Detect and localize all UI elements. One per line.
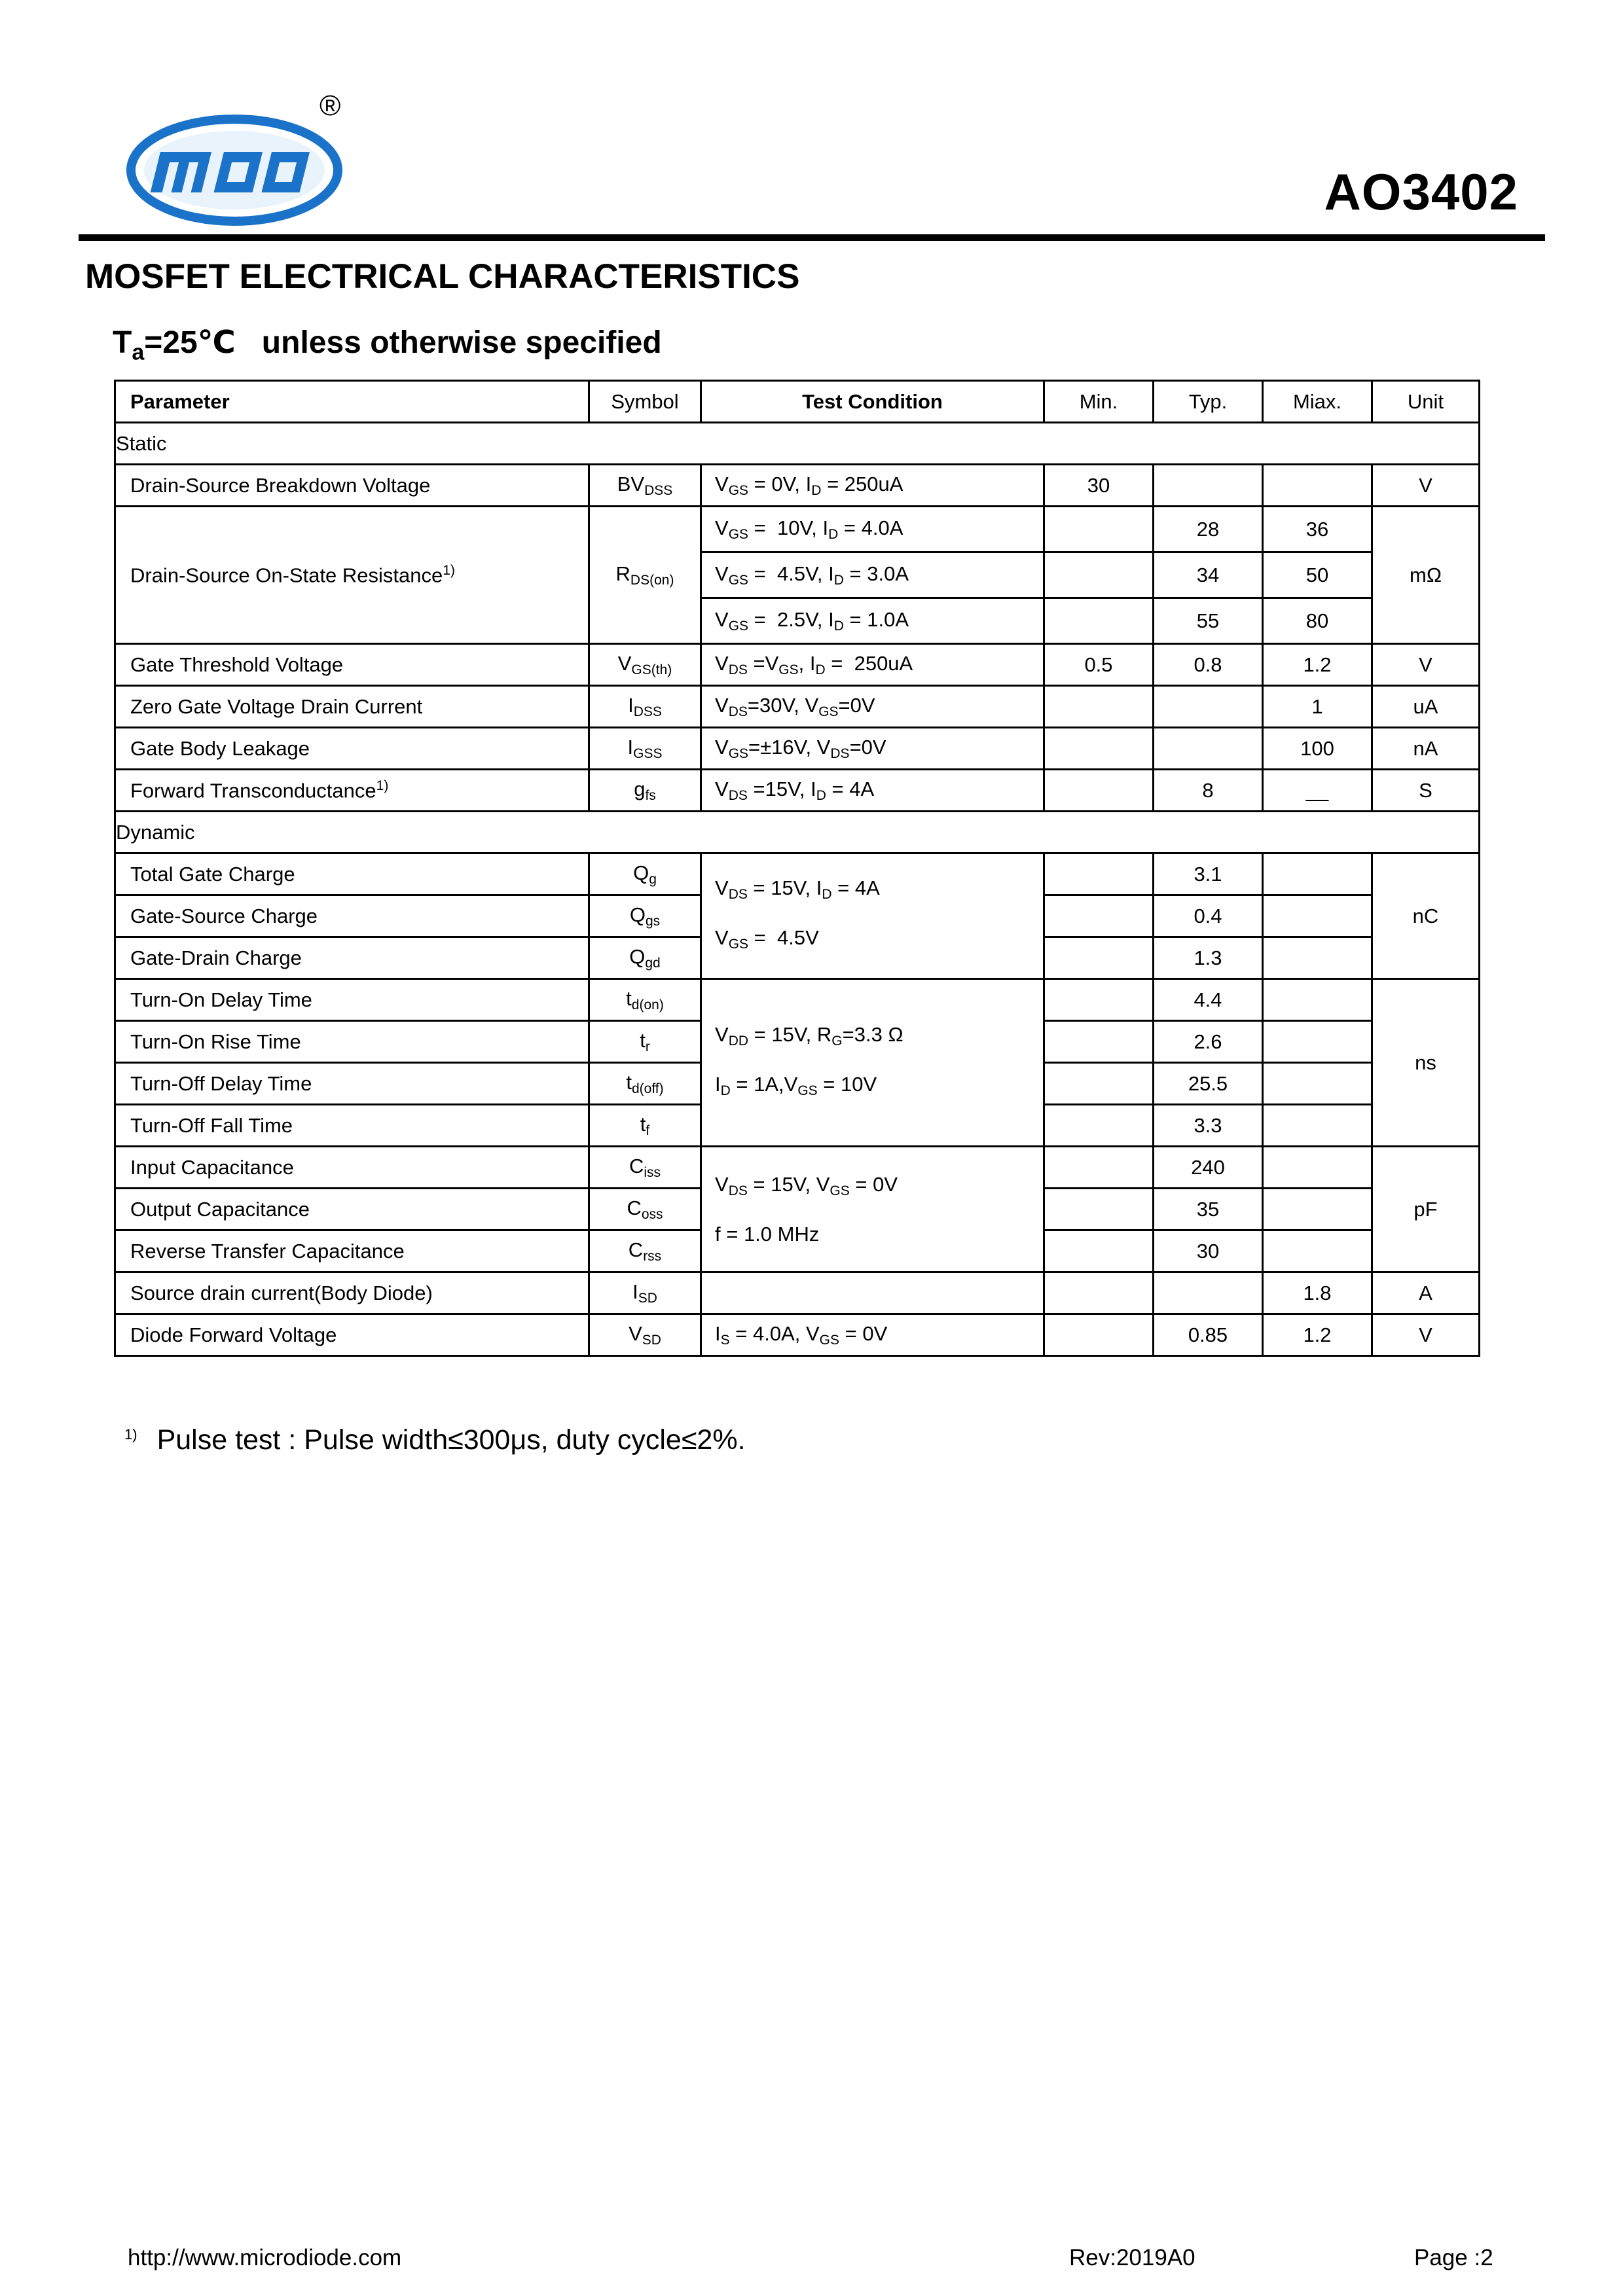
- max-cell: 1.8: [1263, 1272, 1372, 1314]
- param-cell: Zero Gate Voltage Drain Current: [115, 686, 589, 728]
- unit-cell: V: [1372, 465, 1480, 507]
- header-test-condition: Test Condition: [701, 381, 1044, 423]
- table-row: [115, 507, 1480, 552]
- symbol-cell: $BV_{DSS}$: [589, 465, 701, 507]
- section-static: Static: [115, 423, 1480, 465]
- typ-cell: 240: [1154, 1147, 1263, 1189]
- condition-cell: $V_{DD} = 15V$, $R_G=3.3$ Ω $I_D = 1A,V_{GS} = 10V$: [701, 979, 1044, 1147]
- condition-cell: $V_{DS} =V_{GS}$, $I_D = 250uA$: [701, 644, 1044, 686]
- symbol-cell: $t_f$: [589, 1105, 701, 1147]
- condition-cell: $I_S = 4.0A$, $V_{GS} = 0V$: [701, 1314, 1044, 1356]
- part-number: AO3402: [1324, 163, 1518, 221]
- header-symbol: Symbol: [589, 381, 701, 423]
- typ-cell: 28: [1154, 507, 1263, 552]
- param-cell: Diode Forward Voltage: [115, 1314, 589, 1356]
- unit-cell: uA: [1372, 686, 1480, 728]
- max-cell: 36: [1263, 507, 1372, 552]
- table-row: [115, 1314, 1480, 1356]
- characteristics-table: [114, 380, 1480, 1357]
- symbol-cell: $I_{GSS}$: [589, 728, 701, 770]
- table-header-row: [115, 381, 1480, 423]
- max-cell: 50: [1263, 552, 1372, 598]
- symbol-cell: $V_{SD}$: [589, 1314, 701, 1356]
- table-row: [115, 770, 1480, 812]
- typ-cell: 4.4: [1154, 979, 1263, 1021]
- unit-cell: nA: [1372, 728, 1480, 770]
- unit-cell: A: [1372, 1272, 1480, 1314]
- header-rule: [79, 234, 1545, 241]
- condition-cell: $V_{GS} = 4.5V$, $I_D = 3.0A$: [701, 552, 1044, 598]
- typ-cell: 8: [1154, 770, 1263, 812]
- param-cell: Gate Threshold Voltage: [115, 644, 589, 686]
- param-cell: Gate-Source Charge: [115, 895, 589, 937]
- unit-cell: nC: [1372, 853, 1480, 979]
- condition-cell: $V_{DS} = 15V$, $I_D = 4A$ $V_{GS} = 4.5V$: [701, 853, 1044, 979]
- footer-page-number: Page :2: [1414, 2245, 1493, 2270]
- header-max: Miax.: [1263, 381, 1372, 423]
- section-row: [115, 423, 1480, 465]
- section-row: [115, 812, 1480, 853]
- typ-cell: 3.3: [1154, 1105, 1263, 1147]
- max-cell: 1: [1263, 686, 1372, 728]
- param-cell: Source drain current(Body Diode): [115, 1272, 589, 1314]
- max-cell: 80: [1263, 598, 1372, 644]
- param-cell: Gate Body Leakage: [115, 728, 589, 770]
- symbol-cell: $I_{SD}$: [589, 1272, 701, 1314]
- footnote: [124, 1424, 746, 1456]
- symbol-cell: $Q_{gs}$: [589, 895, 701, 937]
- typ-cell: 34: [1154, 552, 1263, 598]
- param-cell: Reverse Transfer Capacitance: [115, 1230, 589, 1272]
- section-title: MOSFET ELECTRICAL CHARACTERISTICS: [85, 257, 800, 296]
- footer-revision: Rev:2019A0: [1069, 2245, 1195, 2270]
- condition-cell: $V_{DS}=30V$, $V_{GS}=0V$: [701, 686, 1044, 728]
- table-row: [115, 728, 1480, 770]
- typ-cell: 30: [1154, 1230, 1263, 1272]
- condition-cell: $V_{GS}=\pm 16V$, $V_{DS}=0V$: [701, 728, 1044, 770]
- symbol-cell: $V_{GS(th)}$: [589, 644, 701, 686]
- symbol-cell: $t_r$: [589, 1021, 701, 1063]
- param-cell: Total Gate Charge: [115, 853, 589, 895]
- unit-cell: V: [1372, 1314, 1480, 1356]
- condition-line: $T_a=25℃$ unless otherwise specified: [113, 325, 662, 365]
- symbol-cell: $C_{iss}$: [589, 1147, 701, 1189]
- table-row: [115, 644, 1480, 686]
- symbol-cell: $t_{d(on)}$: [589, 979, 701, 1021]
- header-unit: Unit: [1372, 381, 1480, 423]
- typ-cell: 35: [1154, 1189, 1263, 1230]
- header-parameter: Parameter: [115, 381, 589, 423]
- max-cell: 1.2: [1263, 644, 1372, 686]
- condition-cell: $V_{GS} = 0V$, $I_D = 250uA$: [701, 465, 1044, 507]
- unit-cell: mΩ: [1372, 507, 1480, 644]
- footnote-text: Pulse test : Pulse width≤300μs, duty cycle≤2%.: [156, 1424, 746, 1456]
- max-cell: 1.2: [1263, 1314, 1372, 1356]
- param-cell: Drain-Source Breakdown Voltage: [115, 465, 589, 507]
- unit-cell: S: [1372, 770, 1480, 812]
- param-cell: Output Capacitance: [115, 1189, 589, 1230]
- footer-url[interactable]: http://www.microdiode.com: [128, 2245, 402, 2270]
- table-row: [115, 1272, 1480, 1314]
- param-cell: Drain-Source On-State Resistance$^{1)}$: [115, 507, 589, 644]
- typ-cell: 1.3: [1154, 937, 1263, 979]
- param-cell: Turn-On Delay Time: [115, 979, 589, 1021]
- param-cell: Turn-On Rise Time: [115, 1021, 589, 1063]
- typ-cell: 2.6: [1154, 1021, 1263, 1063]
- header-typ: Typ.: [1154, 381, 1263, 423]
- footnote-mark: 1): [124, 1426, 137, 1443]
- param-cell: Turn-Off Delay Time: [115, 1063, 589, 1105]
- condition-cell: $V_{GS} = 2.5V$, $I_D = 1.0A$: [701, 598, 1044, 644]
- condition-cell: $V_{DS} = 15V$, $V_{GS} = 0V$ f = 1.0 MHz: [701, 1147, 1044, 1272]
- condition-cell: $V_{DS} =15V$, $I_D = 4A$: [701, 770, 1044, 812]
- condition-cell: $V_{GS} = 10V$, $I_D = 4.0A$: [701, 507, 1044, 552]
- table-row: [115, 979, 1480, 1021]
- typ-cell: 25.5: [1154, 1063, 1263, 1105]
- unit-cell: V: [1372, 644, 1480, 686]
- max-cell: 100: [1263, 728, 1372, 770]
- header-min: Min.: [1044, 381, 1154, 423]
- symbol-cell: $Q_g$: [589, 853, 701, 895]
- min-cell: 30: [1044, 465, 1154, 507]
- max-cell: __: [1263, 770, 1372, 812]
- typ-cell: 0.85: [1154, 1314, 1263, 1356]
- typ-cell: 55: [1154, 598, 1263, 644]
- section-dynamic: Dynamic: [115, 812, 1480, 853]
- typ-cell: 0.8: [1154, 644, 1263, 686]
- param-cell: Input Capacitance: [115, 1147, 589, 1189]
- table-row: [115, 465, 1480, 507]
- param-cell: Forward Transconductance$^{1)}$: [115, 770, 589, 812]
- unit-cell: ns: [1372, 979, 1480, 1147]
- table-row: [115, 686, 1480, 728]
- symbol-cell: $C_{rss}$: [589, 1230, 701, 1272]
- symbol-cell: $g_{fs}$: [589, 770, 701, 812]
- symbol-cell: $C_{oss}$: [589, 1189, 701, 1230]
- registered-mark: ®: [319, 92, 341, 122]
- typ-cell: 0.4: [1154, 895, 1263, 937]
- symbol-cell: $R_{DS(on)}$: [589, 507, 701, 644]
- table-row: [115, 853, 1480, 895]
- symbol-cell: $I_{DSS}$: [589, 686, 701, 728]
- typ-cell: 3.1: [1154, 853, 1263, 895]
- table-row: [115, 1147, 1480, 1189]
- param-cell: Turn-Off Fall Time: [115, 1105, 589, 1147]
- unit-cell: pF: [1372, 1147, 1480, 1272]
- symbol-cell: $t_{d(off)}$: [589, 1063, 701, 1105]
- symbol-cell: $Q_{gd}$: [589, 937, 701, 979]
- mdd-logo: [124, 92, 347, 229]
- min-cell: 0.5: [1044, 644, 1154, 686]
- param-cell: Gate-Drain Charge: [115, 937, 589, 979]
